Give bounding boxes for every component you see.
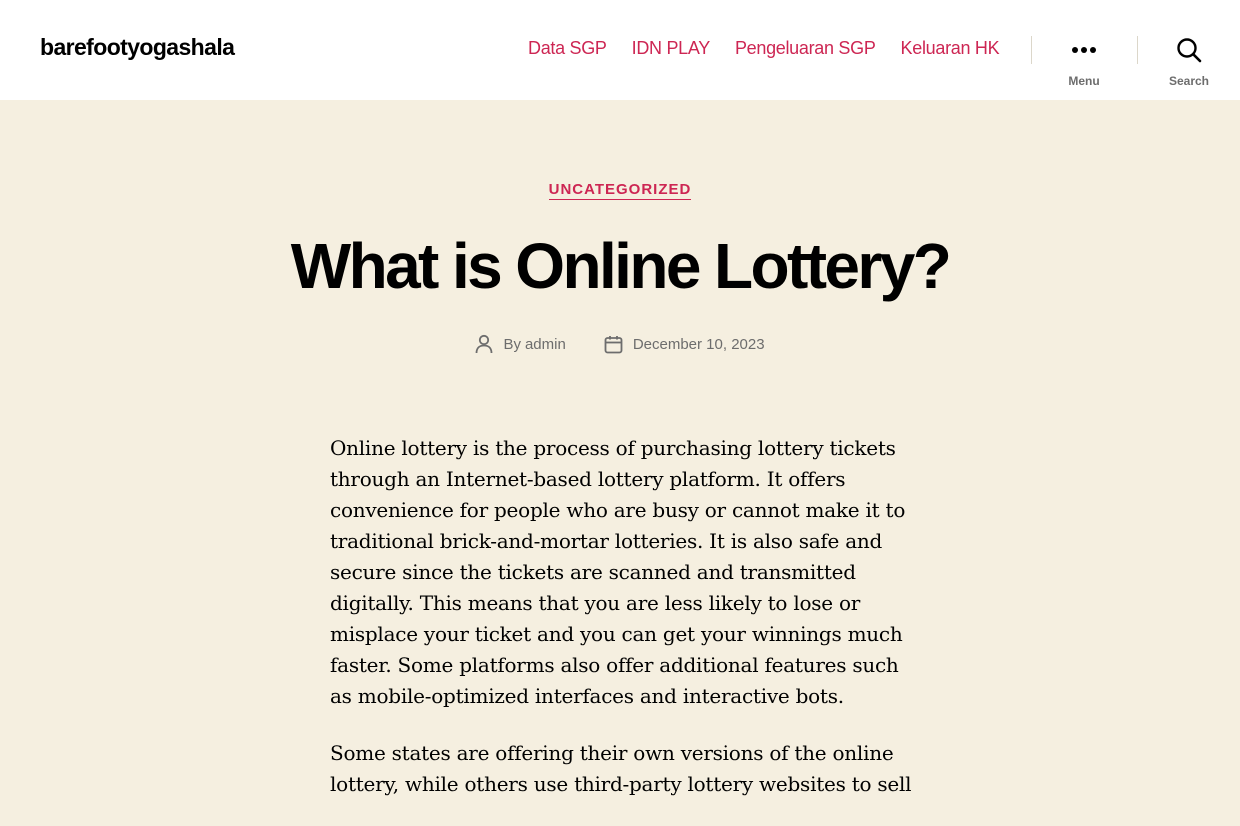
search-toggle[interactable] — [1144, 36, 1234, 88]
nav-item-pengeluaran-sgp[interactable]: Pengeluaran SGP — [734, 38, 876, 58]
nav-item-keluaran-hk[interactable]: Keluaran HK — [900, 38, 1000, 58]
menu-toggle-label: Menu — [1068, 74, 1100, 88]
post-author — [475, 334, 565, 354]
user-icon — [475, 334, 493, 354]
toggle-divider — [1137, 36, 1138, 64]
category-link[interactable]: UNCATEGORIZED — [548, 181, 692, 198]
site-header — [0, 0, 1240, 100]
primary-nav — [528, 38, 999, 59]
nav-item-idn-play[interactable]: IDN PLAY — [631, 38, 710, 58]
site-title[interactable]: barefootyogashala — [40, 34, 235, 60]
ellipsis-icon — [1070, 36, 1098, 64]
paragraph: Online lottery is the process of purchasing lottery tickets through an Internet-based lottery platform. It offers convenience for people who are busy or cannot make it to traditional brick-and-mortar lotteries. It is also safe and secure since the tickets are scanned and transmitted digitally. This means that you are less likely to lose or misplace your ticket and you can get your winnings much faster. Some platforms also offer additional features such as mobile-optimized interfaces and interactive bots. — [330, 436, 906, 708]
post-content — [330, 433, 915, 826]
nav-item-data-sgp[interactable]: Data SGP — [528, 38, 607, 58]
post-meta — [0, 334, 1240, 354]
menu-toggle[interactable] — [1039, 36, 1129, 88]
search-toggle-label: Search — [1168, 74, 1210, 88]
calendar-icon — [604, 335, 623, 354]
search-icon — [1175, 36, 1203, 64]
post-category — [0, 181, 1240, 199]
author-prefix: By — [503, 335, 521, 353]
author-link[interactable]: admin — [524, 335, 566, 353]
date-link[interactable]: December 10, 2023 — [632, 335, 765, 353]
nav-divider — [1031, 36, 1032, 64]
post-date — [604, 335, 765, 354]
post-title: What is Online Lottery? — [290, 230, 950, 302]
paragraph: Some states are offering their own versions of the online lottery, while others use third-party lottery websites to sell — [330, 741, 912, 796]
